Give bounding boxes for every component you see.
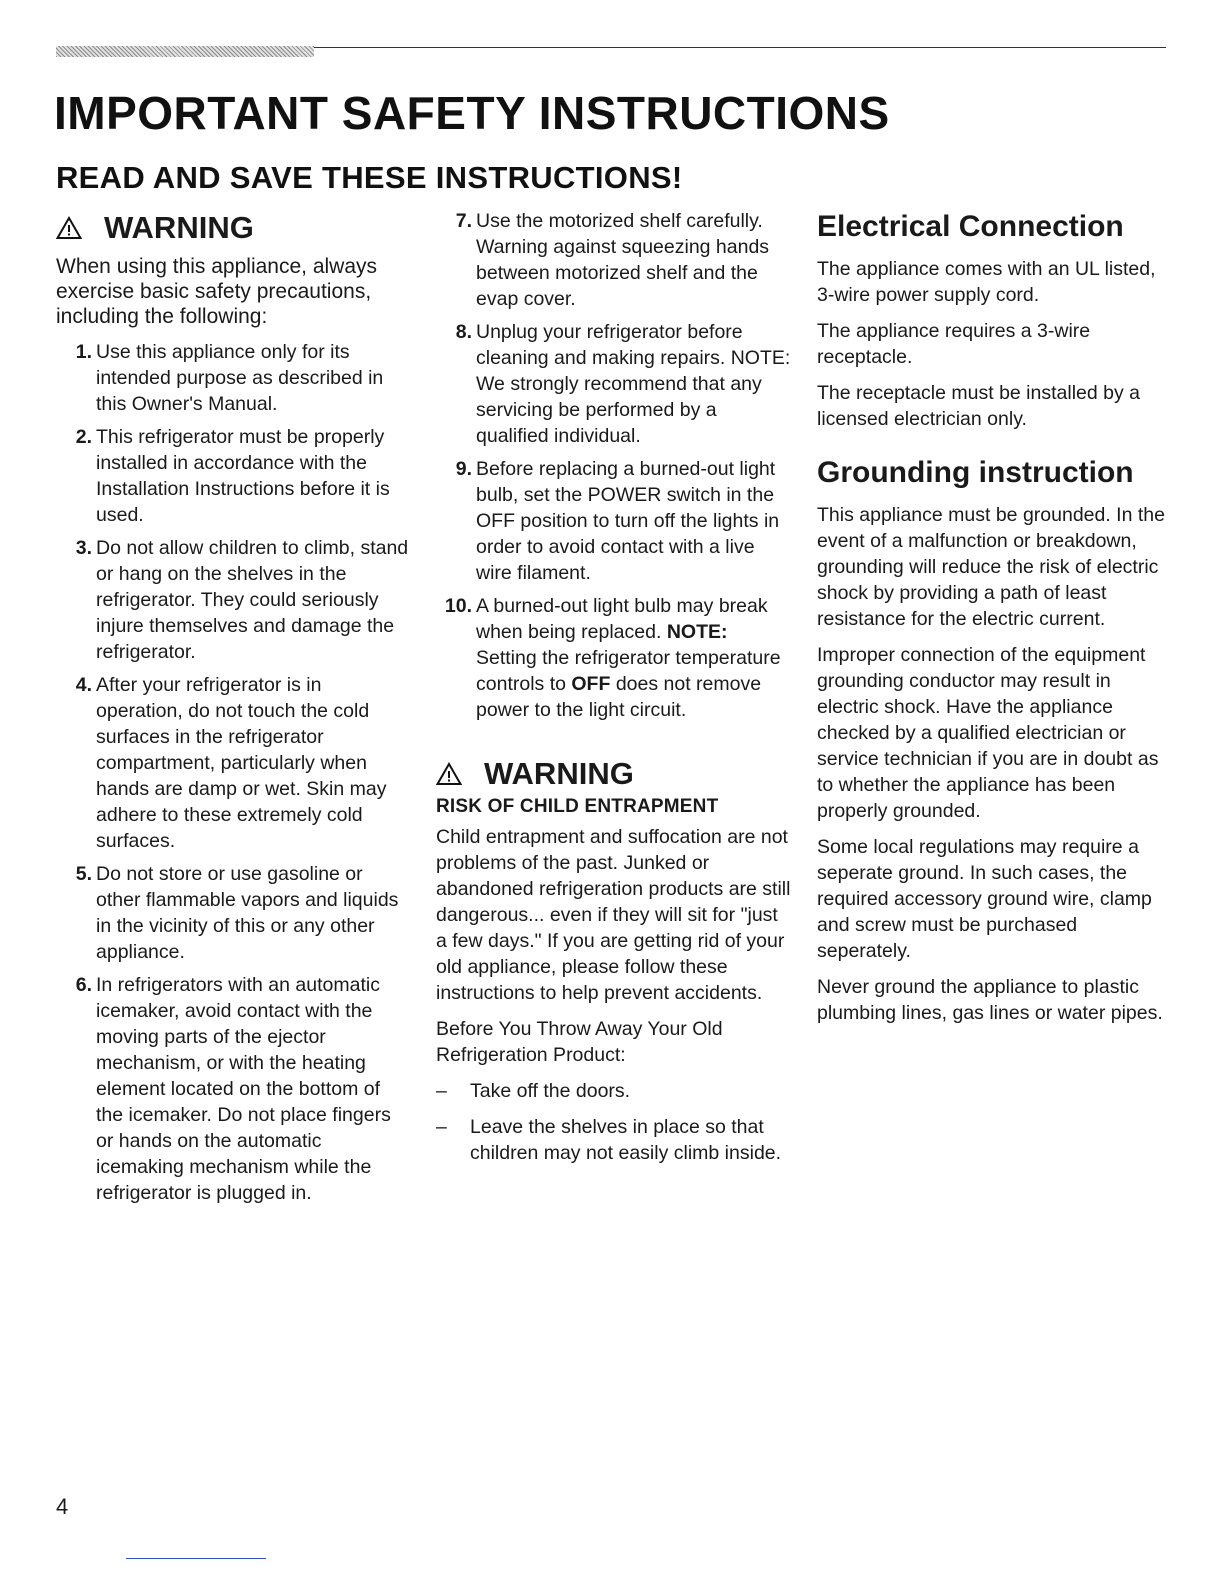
- list-item: 10. A burned-out light bulb may break when being replaced. NOTE: Setting the refrigerator temperature controls to OFF does not remove power to the light circuit.: [444, 595, 781, 721]
- list-item: – Leave the shelves in place so that children may not easily climb inside.: [436, 1116, 782, 1164]
- list-item: 6. In refrigerators with an automatic icemaker, avoid contact with the moving parts of the ejector mechanism, or with the heating element located on the bottom of the icemaker. Do not place fingers or hands on the automatic icemaking mechanism while the refrigerator is plugged in.: [75, 974, 391, 1204]
- list-item: 8. Unplug your refrigerator before cleaning and making repairs. NOTE: We strongly recommend that any servicing be performed by a qualified individual.: [455, 321, 791, 447]
- entrapment-paragraph: Child entrapment and suffocation are not problems of the past. Junked or abandoned refrigeration products are still dangerous... even if they will sit for "just a few days." If you are getting rid of your old appliance, please follow these instructions to help prevent accidents.: [436, 826, 791, 1004]
- safety-list-continued: [436, 208, 791, 723]
- grounding-paragraph: Improper connection of the equipment grounding conductor may result in electric shock. Have the appliance checked by a qualified electrician or service technician if you are in doubt as to whether the appliance has been properly grounded.: [817, 644, 1159, 822]
- list-item: 4. After your refrigerator is in operation, do not touch the cold surfaces in the refrigerator compartment, particularly when hands are damp or wet. Skin may adhere to these extremely cold surfaces.: [75, 674, 387, 852]
- grounding-paragraph: This appliance must be grounded. In the event of a malfunction or breakdown, grounding will reduce the risk of electric shock by providing a path of least resistance for the electric current.: [817, 504, 1165, 630]
- safety-list: [56, 339, 411, 1206]
- list-item: 1. Use this appliance only for its intended purpose as described in this Owner's Manual.: [75, 341, 384, 415]
- before-throw-away: Before You Throw Away Your Old Refrigeration Product:: [436, 1018, 723, 1066]
- electrical-paragraph: The appliance comes with an UL listed, 3-wire power supply cord.: [817, 258, 1156, 306]
- grounding-paragraph: Some local regulations may require a seperate ground. In such cases, the required accessory ground wire, clamp and screw must be purchased seperately.: [817, 836, 1152, 962]
- note-label: NOTE:: [666, 621, 728, 643]
- electrical-paragraph: The receptacle must be installed by a licensed electrician only.: [817, 382, 1141, 430]
- warning-heading-2: [436, 754, 791, 794]
- risk-subheading: RISK OF CHILD ENTRAPMENT: [436, 796, 719, 817]
- warning-triangle-icon: [56, 216, 82, 240]
- warning-heading-label: WARNING: [484, 756, 634, 791]
- connection-section: [817, 208, 1167, 1036]
- warning-intro: When using this appliance, always exercise basic safety precautions, including the following:: [56, 255, 378, 328]
- header-rule: [56, 46, 1166, 58]
- list-item: 2. This refrigerator must be properly installed in accordance with the Installation Instructions before it is used.: [75, 426, 390, 526]
- list-item: 3. Do not allow children to climb, stand or hang on the shelves in the refrigerator. They could seriously injure themselves and damage the refrigerator.: [75, 537, 409, 663]
- footer-rule: [126, 1558, 266, 1559]
- list-item: 5. Do not store or use gasoline or other flammable vapors and liquids in the vicinity of this or any other appliance.: [75, 863, 399, 963]
- warning-heading: [56, 208, 411, 248]
- list-item: 9. Before replacing a burned-out light bulb, set the POWER switch in the OFF position to turn off the lights in order to avoid contact with a live wire filament.: [455, 458, 780, 584]
- warning-heading-label: WARNING: [104, 210, 254, 245]
- off-label: OFF: [571, 673, 611, 695]
- page-number: 4: [56, 1494, 69, 1519]
- grounding-heading: Grounding instruction: [817, 456, 1134, 489]
- electrical-heading: Electrical Connection: [817, 210, 1124, 243]
- disposal-list: [436, 1078, 791, 1166]
- page-subtitle: READ AND SAVE THESE INSTRUCTIONS!: [56, 160, 683, 195]
- electrical-paragraph: The appliance requires a 3-wire receptacle.: [817, 320, 1091, 368]
- list-item: 7. Use the motorized shelf carefully. Warning against squeezing hands between motorized shelf and the evap cover.: [455, 210, 770, 310]
- warning-section-continued: [436, 208, 791, 1176]
- page-title: IMPORTANT SAFETY INSTRUCTIONS: [54, 87, 890, 139]
- list-item: – Take off the doors.: [436, 1080, 631, 1102]
- warning-section: [56, 208, 411, 1213]
- grounding-paragraph: Never ground the appliance to plastic plumbing lines, gas lines or water pipes.: [817, 976, 1163, 1024]
- warning-triangle-icon: [436, 762, 462, 786]
